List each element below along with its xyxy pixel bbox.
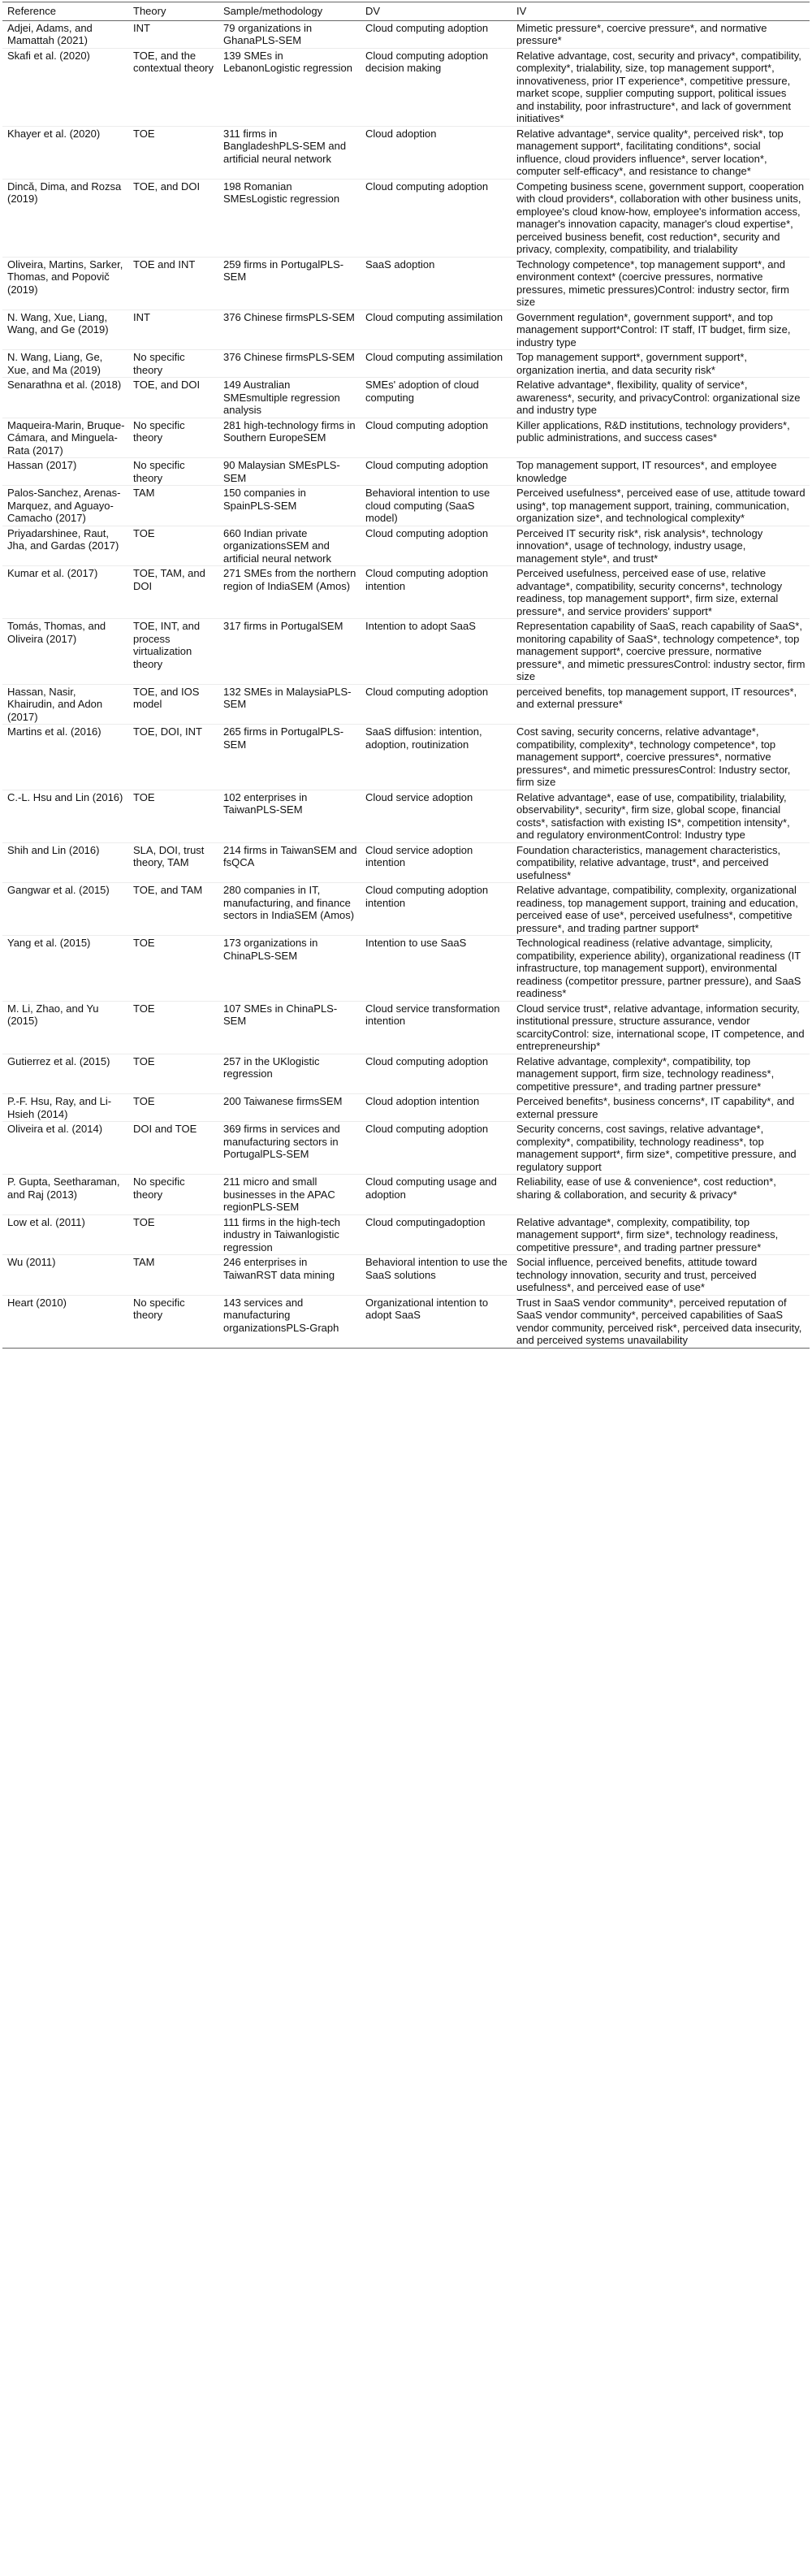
table-row	[2, 1054, 810, 1094]
cell-theory: TOE	[128, 1054, 218, 1094]
cell-theory: TAM	[128, 486, 218, 526]
table-row	[2, 883, 810, 936]
cell-sample-methodology: 317 firms in PortugalSEM	[218, 619, 361, 685]
cell-reference: Oliveira, Martins, Sarker, Thomas, and Popovič (2019)	[2, 257, 128, 310]
cell-dv: Cloud computing adoption decision making	[361, 48, 512, 126]
table-row	[2, 1295, 810, 1348]
cell-reference: Shih and Lin (2016)	[2, 842, 128, 883]
cell-dv: Cloud service adoption intention	[361, 842, 512, 883]
cell-theory: No specific theory	[128, 1295, 218, 1348]
cell-sample-methodology: 660 Indian private organizationsSEM and artificial neural network	[218, 526, 361, 566]
cell-dv: SMEs' adoption of cloud computing	[361, 378, 512, 418]
cell-iv: Cloud service trust*, relative advantage, information security, institutional pressure, structure assurance, vendor scarcityControl: size, international scope, IT competence, and entrepreneurship*	[512, 1001, 810, 1054]
cell-sample-methodology: 200 Taiwanese firmsSEM	[218, 1094, 361, 1122]
table-row	[2, 619, 810, 685]
table-row	[2, 725, 810, 790]
cell-sample-methodology: 198 Romanian SMEsLogistic regression	[218, 179, 361, 257]
cell-dv: Cloud computingadoption	[361, 1214, 512, 1255]
table-row	[2, 486, 810, 526]
table-row	[2, 1122, 810, 1175]
cell-theory: TOE, TAM, and DOI	[128, 566, 218, 619]
table-row	[2, 179, 810, 257]
cell-dv: SaaS adoption	[361, 257, 512, 310]
cell-reference: Low et al. (2011)	[2, 1214, 128, 1255]
literature-review-table	[2, 2, 810, 1349]
cell-reference: Wu (2011)	[2, 1255, 128, 1296]
cell-reference: Skafi et al. (2020)	[2, 48, 128, 126]
cell-reference: Maqueira-Marin, Bruque-Cámara, and Minguela-Rata (2017)	[2, 418, 128, 458]
cell-dv: Cloud computing adoption intention	[361, 566, 512, 619]
cell-iv: Killer applications, R&D institutions, technology providers*, public administrations, and success cases*	[512, 418, 810, 458]
cell-sample-methodology: 246 enterprises in TaiwanRST data mining	[218, 1255, 361, 1296]
table-row	[2, 350, 810, 378]
cell-sample-methodology: 139 SMEs in LebanonLogistic regression	[218, 48, 361, 126]
table-row	[2, 1094, 810, 1122]
cell-dv: Cloud computing assimilation	[361, 310, 512, 350]
cell-reference: Khayer et al. (2020)	[2, 126, 128, 179]
cell-theory: TOE, and DOI	[128, 179, 218, 257]
cell-sample-methodology: 173 organizations in ChinaPLS-SEM	[218, 936, 361, 1002]
table-row	[2, 378, 810, 418]
cell-reference: Gangwar et al. (2015)	[2, 883, 128, 936]
table-row	[2, 310, 810, 350]
cell-theory: TOE	[128, 126, 218, 179]
cell-sample-methodology: 90 Malaysian SMEsPLS-SEM	[218, 458, 361, 486]
cell-reference: Dincă, Dima, and Rozsa (2019)	[2, 179, 128, 257]
cell-theory: No specific theory	[128, 418, 218, 458]
cell-dv: Cloud computing adoption	[361, 1122, 512, 1175]
cell-theory: TAM	[128, 1255, 218, 1296]
cell-iv: Perceived benefits*, business concerns*, IT capability*, and external pressure	[512, 1094, 810, 1122]
cell-reference: M. Li, Zhao, and Yu (2015)	[2, 1001, 128, 1054]
cell-iv: Trust in SaaS vendor community*, perceived reputation of SaaS vendor community*, perceived capabilities of SaaS vendor community, perceived risk*, perceived data insecurity, and perceived systems unavailability	[512, 1295, 810, 1348]
table-row	[2, 1175, 810, 1215]
cell-dv: Cloud computing adoption	[361, 526, 512, 566]
cell-theory: INT	[128, 310, 218, 350]
cell-reference: Priyadarshinee, Raut, Jha, and Gardas (2017)	[2, 526, 128, 566]
cell-iv: Relative advantage*, service quality*, perceived risk*, top management support*, facilitating conditions*, social influence, cloud providers influence*, server location*, computer self-efficacy*, and resistance to change*	[512, 126, 810, 179]
cell-iv: Relative advantage*, complexity, compatibility, top management support*, firm size*, technology readiness, competitive pressure*, and trading partner pressure*	[512, 1214, 810, 1255]
cell-iv: Security concerns, cost savings, relative advantage*, complexity*, compatibility, technology readiness*, top management support*, firm size*, competitive pressure, and regulatory support	[512, 1122, 810, 1175]
cell-sample-methodology: 265 firms in PortugalPLS-SEM	[218, 725, 361, 790]
cell-iv: Social influence, perceived benefits, attitude toward technology innovation, security and trust, perceived usefulness*, and perceived ease of use*	[512, 1255, 810, 1296]
table-row	[2, 936, 810, 1002]
cell-iv: Technology competence*, top management support*, and environment context* (coercive pressures, normative pressures, mimetic pressures)Control: industry sector, firm size	[512, 257, 810, 310]
cell-iv: Technological readiness (relative advantage, simplicity, compatibility, experience ability), organizational readiness (IT infrastructure, top management support), environmental readiness (competitor pressure, partner pressure), and SaaS readiness*	[512, 936, 810, 1002]
cell-theory: No specific theory	[128, 458, 218, 486]
cell-iv: Cost saving, security concerns, relative advantage*, compatibility, complexity*, technology competence*, top management support*, coercive pressures*, normative pressures*, and mimetic pressuresControl: Industry sector, firm size	[512, 725, 810, 790]
cell-sample-methodology: 211 micro and small businesses in the APAC regionPLS-SEM	[218, 1175, 361, 1215]
cell-iv: Competing business scene, government support, cooperation with cloud providers*, collaboration with other business units, employee's cloud know-how, employee's information access, manager's innovation capacity, manager's cloud expertise*, perceived business benefit, cost reduction*, security and privacy, complexity, compatibility, and trialability	[512, 179, 810, 257]
cell-iv: Mimetic pressure*, coercive pressure*, and normative pressure*	[512, 20, 810, 48]
table-row	[2, 842, 810, 883]
cell-iv: Relative advantage, compatibility, complexity, organizational readiness, top management support, training and education, perceived ease of use*, perceived usefulness*, competitive pressure*, and trading partner support*	[512, 883, 810, 936]
cell-reference: Heart (2010)	[2, 1295, 128, 1348]
cell-iv: Perceived IT security risk*, risk analysis*, technology innovation*, usage of technology, industry usage, management style*, and trust*	[512, 526, 810, 566]
cell-dv: Cloud computing adoption	[361, 179, 512, 257]
cell-reference: P.-F. Hsu, Ray, and Li-Hsieh (2014)	[2, 1094, 128, 1122]
table-row	[2, 20, 810, 48]
cell-sample-methodology: 281 high-technology firms in Southern EuropeSEM	[218, 418, 361, 458]
cell-reference: Tomás, Thomas, and Oliveira (2017)	[2, 619, 128, 685]
cell-dv: Cloud computing adoption	[361, 684, 512, 725]
cell-dv: Cloud computing adoption	[361, 458, 512, 486]
cell-dv: Cloud computing adoption	[361, 1054, 512, 1094]
cell-iv: Foundation characteristics, management characteristics, compatibility, relative advantage, trust*, and perceived usefulness*	[512, 842, 810, 883]
cell-sample-methodology: 143 services and manufacturing organizationsPLS-Graph	[218, 1295, 361, 1348]
cell-sample-methodology: 376 Chinese firmsPLS-SEM	[218, 350, 361, 378]
header-reference: Reference	[2, 2, 128, 21]
cell-reference: C.-L. Hsu and Lin (2016)	[2, 790, 128, 842]
cell-theory: TOE, and DOI	[128, 378, 218, 418]
cell-theory: TOE, and the contextual theory	[128, 48, 218, 126]
cell-reference: Senarathna et al. (2018)	[2, 378, 128, 418]
cell-theory: No specific theory	[128, 1175, 218, 1215]
cell-iv: Relative advantage, cost, security and privacy*, compatibility, complexity*, trialability, size, top management support*, innovativeness, prior IT experience*, competitive pressure, market scope, supplier computing support, political issues and instability, poor infrastructure*, and lack of government initiatives*	[512, 48, 810, 126]
cell-iv: Reliability, ease of use & convenience*, cost reduction*, sharing & collaboration, and security & privacy*	[512, 1175, 810, 1215]
table-row	[2, 1214, 810, 1255]
header-dv: DV	[361, 2, 512, 21]
cell-theory: TOE	[128, 790, 218, 842]
cell-iv: Top management support, IT resources*, and employee knowledge	[512, 458, 810, 486]
cell-dv: Cloud computing adoption intention	[361, 883, 512, 936]
table-row	[2, 566, 810, 619]
cell-theory: TOE, DOI, INT	[128, 725, 218, 790]
cell-dv: Intention to use SaaS	[361, 936, 512, 1002]
cell-sample-methodology: 150 companies in SpainPLS-SEM	[218, 486, 361, 526]
cell-dv: Behavioral intention to use cloud computing (SaaS model)	[361, 486, 512, 526]
cell-theory: TOE	[128, 526, 218, 566]
cell-reference: Yang et al. (2015)	[2, 936, 128, 1002]
cell-iv: Perceived usefulness*, perceived ease of use, attitude toward using*, top management support, training, communication, organization size*, and technological complexity*	[512, 486, 810, 526]
cell-sample-methodology: 259 firms in PortugalPLS-SEM	[218, 257, 361, 310]
cell-sample-methodology: 149 Australian SMEsmultiple regression analysis	[218, 378, 361, 418]
cell-theory: DOI and TOE	[128, 1122, 218, 1175]
cell-theory: TOE	[128, 1001, 218, 1054]
cell-reference: Adjei, Adams, and Mamattah (2021)	[2, 20, 128, 48]
cell-reference: Kumar et al. (2017)	[2, 566, 128, 619]
cell-reference: Martins et al. (2016)	[2, 725, 128, 790]
cell-iv: Perceived usefulness, perceived ease of use, relative advantage*, compatibility, security concerns*, technology readiness, top management support*, firm size, external pressure*, and service providers' support*	[512, 566, 810, 619]
table-row	[2, 418, 810, 458]
table-row	[2, 1001, 810, 1054]
header-sample-methodology: Sample/methodology	[218, 2, 361, 21]
table-row	[2, 526, 810, 566]
cell-dv: Cloud computing usage and adoption	[361, 1175, 512, 1215]
cell-iv: Representation capability of SaaS, reach capability of SaaS*, monitoring capability of SaaS*, technology competence*, top management support*, coercive pressure, normative pressure*, and mimetic pressuresControl: industry sector, firm size	[512, 619, 810, 685]
cell-sample-methodology: 369 firms in services and manufacturing sectors in PortugalPLS-SEM	[218, 1122, 361, 1175]
cell-theory: SLA, DOI, trust theory, TAM	[128, 842, 218, 883]
header-theory: Theory	[128, 2, 218, 21]
cell-reference: Hassan (2017)	[2, 458, 128, 486]
cell-sample-methodology: 376 Chinese firmsPLS-SEM	[218, 310, 361, 350]
cell-reference: P. Gupta, Seetharaman, and Raj (2013)	[2, 1175, 128, 1215]
cell-iv: perceived benefits, top management support, IT resources*, and external pressure*	[512, 684, 810, 725]
cell-dv: Cloud service adoption	[361, 790, 512, 842]
cell-reference: Palos-Sanchez, Arenas-Marquez, and Aguayo-Camacho (2017)	[2, 486, 128, 526]
table-row	[2, 458, 810, 486]
cell-reference: N. Wang, Liang, Ge, Xue, and Ma (2019)	[2, 350, 128, 378]
table-row	[2, 1255, 810, 1296]
cell-dv: Cloud adoption intention	[361, 1094, 512, 1122]
cell-sample-methodology: 271 SMEs from the northern region of IndiaSEM (Amos)	[218, 566, 361, 619]
cell-sample-methodology: 311 firms in BangladeshPLS-SEM and artificial neural network	[218, 126, 361, 179]
cell-dv: Intention to adopt SaaS	[361, 619, 512, 685]
cell-sample-methodology: 132 SMEs in MalaysiaPLS-SEM	[218, 684, 361, 725]
cell-theory: INT	[128, 20, 218, 48]
cell-dv: Cloud computing adoption	[361, 20, 512, 48]
table-row	[2, 684, 810, 725]
cell-iv: Top management support*, government support*, organization inertia, and data security risk*	[512, 350, 810, 378]
cell-iv: Relative advantage*, flexibility, quality of service*, awareness*, security, and privacyControl: organizational size and industry type	[512, 378, 810, 418]
cell-sample-methodology: 111 firms in the high-tech industry in Taiwanlogistic regression	[218, 1214, 361, 1255]
header-row	[2, 2, 810, 21]
cell-reference: N. Wang, Xue, Liang, Wang, and Ge (2019)	[2, 310, 128, 350]
cell-iv: Relative advantage*, ease of use, compatibility, trialability, observability*, security*, firm size, global scope, financial costs*, satisfaction with existing IS*, competition intensity*, and regulatory environmentControl: Industry type	[512, 790, 810, 842]
cell-sample-methodology: 214 firms in TaiwanSEM and fsQCA	[218, 842, 361, 883]
cell-theory: TOE	[128, 936, 218, 1002]
cell-sample-methodology: 257 in the UKlogistic regression	[218, 1054, 361, 1094]
cell-theory: TOE and INT	[128, 257, 218, 310]
cell-theory: TOE, and IOS model	[128, 684, 218, 725]
cell-theory: TOE	[128, 1094, 218, 1122]
cell-reference: Hassan, Nasir, Khairudin, and Adon (2017)	[2, 684, 128, 725]
table-row	[2, 790, 810, 842]
header-iv: IV	[512, 2, 810, 21]
cell-dv: Behavioral intention to use the SaaS solutions	[361, 1255, 512, 1296]
cell-sample-methodology: 102 enterprises in TaiwanPLS-SEM	[218, 790, 361, 842]
cell-iv: Relative advantage, complexity*, compatibility, top management support, firm size, technology readiness*, competitive pressure*, and trading partner pressure*	[512, 1054, 810, 1094]
table-row	[2, 126, 810, 179]
cell-theory: TOE, and TAM	[128, 883, 218, 936]
cell-iv: Government regulation*, government support*, and top management support*Control: IT staff, IT budget, firm size, industry type	[512, 310, 810, 350]
cell-dv: Cloud computing assimilation	[361, 350, 512, 378]
cell-reference: Oliveira et al. (2014)	[2, 1122, 128, 1175]
table-body	[2, 20, 810, 1348]
cell-sample-methodology: 79 organizations in GhanaPLS-SEM	[218, 20, 361, 48]
cell-dv: Cloud adoption	[361, 126, 512, 179]
cell-theory: TOE	[128, 1214, 218, 1255]
cell-sample-methodology: 107 SMEs in ChinaPLS-SEM	[218, 1001, 361, 1054]
cell-theory: TOE, INT, and process virtualization theory	[128, 619, 218, 685]
cell-dv: Organizational intention to adopt SaaS	[361, 1295, 512, 1348]
cell-dv: Cloud computing adoption	[361, 418, 512, 458]
table-header	[2, 2, 810, 21]
cell-sample-methodology: 280 companies in IT, manufacturing, and finance sectors in IndiaSEM (Amos)	[218, 883, 361, 936]
cell-reference: Gutierrez et al. (2015)	[2, 1054, 128, 1094]
cell-dv: SaaS diffusion: intention, adoption, routinization	[361, 725, 512, 790]
table-row	[2, 48, 810, 126]
cell-theory: No specific theory	[128, 350, 218, 378]
cell-dv: Cloud service transformation intention	[361, 1001, 512, 1054]
table-row	[2, 257, 810, 310]
